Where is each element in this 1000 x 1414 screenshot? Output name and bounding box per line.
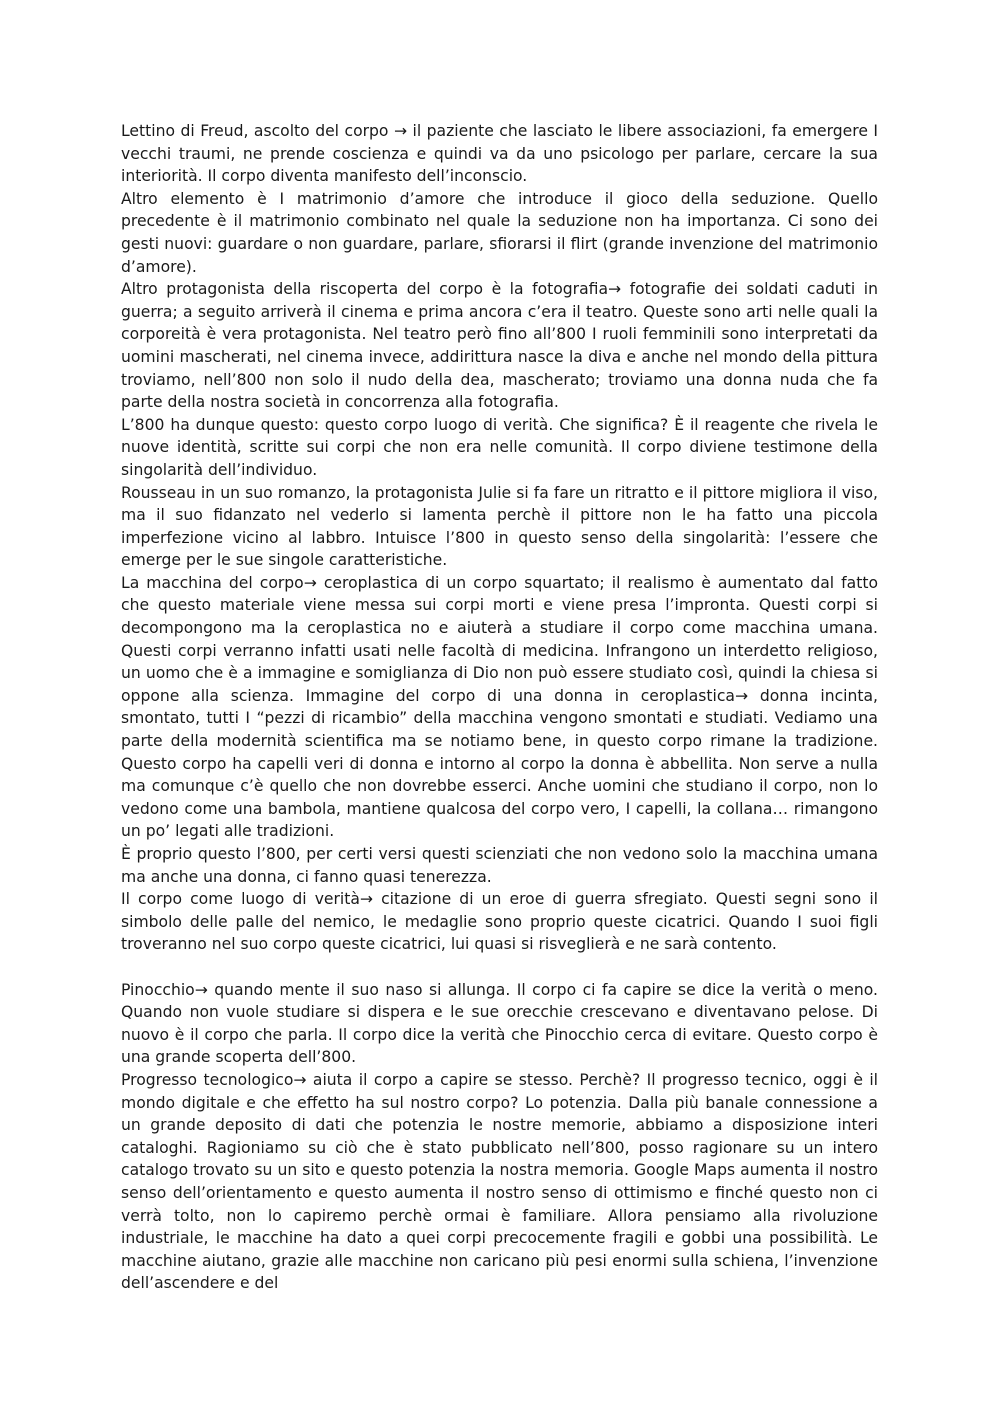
paragraph-macchina-corpo: La macchina del corpo→ ceroplastica di un corpo squartato; il realismo è aumentato dal fatto che questo materiale viene messa sui corpi morti e viene presa l’impronta. Questi corpi si decompongono ma la ceroplastica no e aiuterà a studiare il corpo come macchina umana. Questi corpi verranno infatti usati nelle facoltà di medicina. Infrangono un interdetto religioso, un uomo che è a immagine e somiglianza di Dio non può essere studiato così, quindi la chiesa si oppone alla scienza. Immagine del corpo di una donna in ceroplastica→ donna incinta, smontato, tutti I “pezzi di ricambio” della macchina vengono smontati e studiati. Vediamo una parte della modernità scientifica ma se notiamo bene, in questo corpo rimane la tradizione. Questo corpo ha capelli veri di donna e intorno al corpo la donna è abbellita. Non serve a nulla ma comunque c’è quello che non dovrebbe esserci. Anche uomini che studiano il corpo, non lo vedono come una bambola, mantiene qualcosa del corpo vero, I capelli, la collana… rimangono un po’ legati alle tradizioni. [121,573,878,841]
paragraph-scienziati: È proprio questo l’800, per certi versi questi scienziati che non vedono solo la macchina umana ma anche una donna, ci fanno quasi tenerezza. [121,845,878,886]
paragraph-fotografia: Altro protagonista della riscoperta del corpo è la fotografia→ fotografie dei soldati caduti in guerra; a seguito arriverà il cinema e prima ancora c’era il teatro. Queste sono arti nelle quali la corporeità è vera protagonista. Nel teatro però fino all’800 I ruoli femminili sono interpretati da uomini mascherati, nel cinema invece, addirittura nasce la diva e anche nel mondo della pittura troviamo, nell’800 non solo il nudo della dea, mascherato; troviamo una donna nuda che fa parte della nostra società in concorrenza alla fotografia. [121,280,878,412]
document-page [121,120,878,1295]
paragraph-eroe-guerra: Il corpo come luogo di verità→ citazione di un eroe di guerra sfregiato. Questi segni sono il simbolo delle palle del nemico, le medaglie sono proprio queste cicatrici. Quando I suoi figli troveranno nel suo corpo queste cicatrici, lui quasi si risveglierà e ne sarà contento. [121,890,878,954]
paragraph-freud: Lettino di Freud, ascolto del corpo → il paziente che lasciato le libere associazioni, fa emergere I vecchi traumi, ne prende coscienza e quindi va da uno psicologo per parlare, cercare la sua interiorità. Il corpo diventa manifesto dell’inconscio. [121,122,878,186]
paragraph-pinocchio: Pinocchio→ quando mente il suo naso si allunga. Il corpo ci fa capire se dice la verità o meno. Quando non vuole studiare si dispera e le sue orecchie crescevano e diventavano pelose. Di nuovo è il corpo che parla. Il corpo dice la verità che Pinocchio cerca di evitare. Questo corpo è una grande scoperta dell’800. [121,980,878,1067]
paragraph-matrimonio: Altro elemento è I matrimonio d’amore che introduce il gioco della seduzione. Quello precedente è il matrimonio combinato nel quale la seduzione non ha importanza. Ci sono dei gesti nuovi: guardare o non guardare, parlare, sfiorarsi il flirt (grande invenzione del matrimonio d’amore). [121,189,878,276]
paragraph-progresso: Progresso tecnologico→ aiuta il corpo a capire se stesso. Perchè? Il progresso tecnico, oggi è il mondo digitale e che effetto ha sul nostro corpo? Lo potenzia. Dalla più banale connessione a un grande deposito di dati che potenzia le nostre memorie, abbiamo a disposizione interi cataloghi. Ragioniamo su ciò che è stato pubblicato nell’800, posso ragionare su un intero catalogo trovato su un sito e questo potenzia la nostra memoria. Google Maps aumenta il nostro senso dell’orientamento e questo aumenta il nostro senso di ottimismo e finché questo non ci verrà tolto, non lo capiremo perchè ormai è familiare. Allora pensiamo alla rivoluzione industriale, le macchine ha dato a quei corpi precocemente fragili e gobbi una possibilità. Le macchine aiutano, grazie alle macchine non caricano più pesi enormi sulla schiena, l’invenzione dell’ascendere e del [121,1070,878,1293]
paragraph-verita: L’800 ha dunque questo: questo corpo luogo di verità. Che significa? È il reagente che rivela le nuove identità, scritte sui corpi che non era nelle comunità. Il corpo diviene testimone della singolarità dell’individuo. [121,415,878,479]
paragraph-rousseau: Rousseau in un suo romanzo, la protagonista Julie si fa fare un ritratto e il pittore migliora il viso, ma il suo fidanzato nel vederlo si lamenta perchè il pittore non le ha fatto una piccola imperfezione vicino al labbro. Intuisce l’800 in questo senso della singolarità: l’essere che emerge per le sue singole caratteristiche. [121,483,878,570]
